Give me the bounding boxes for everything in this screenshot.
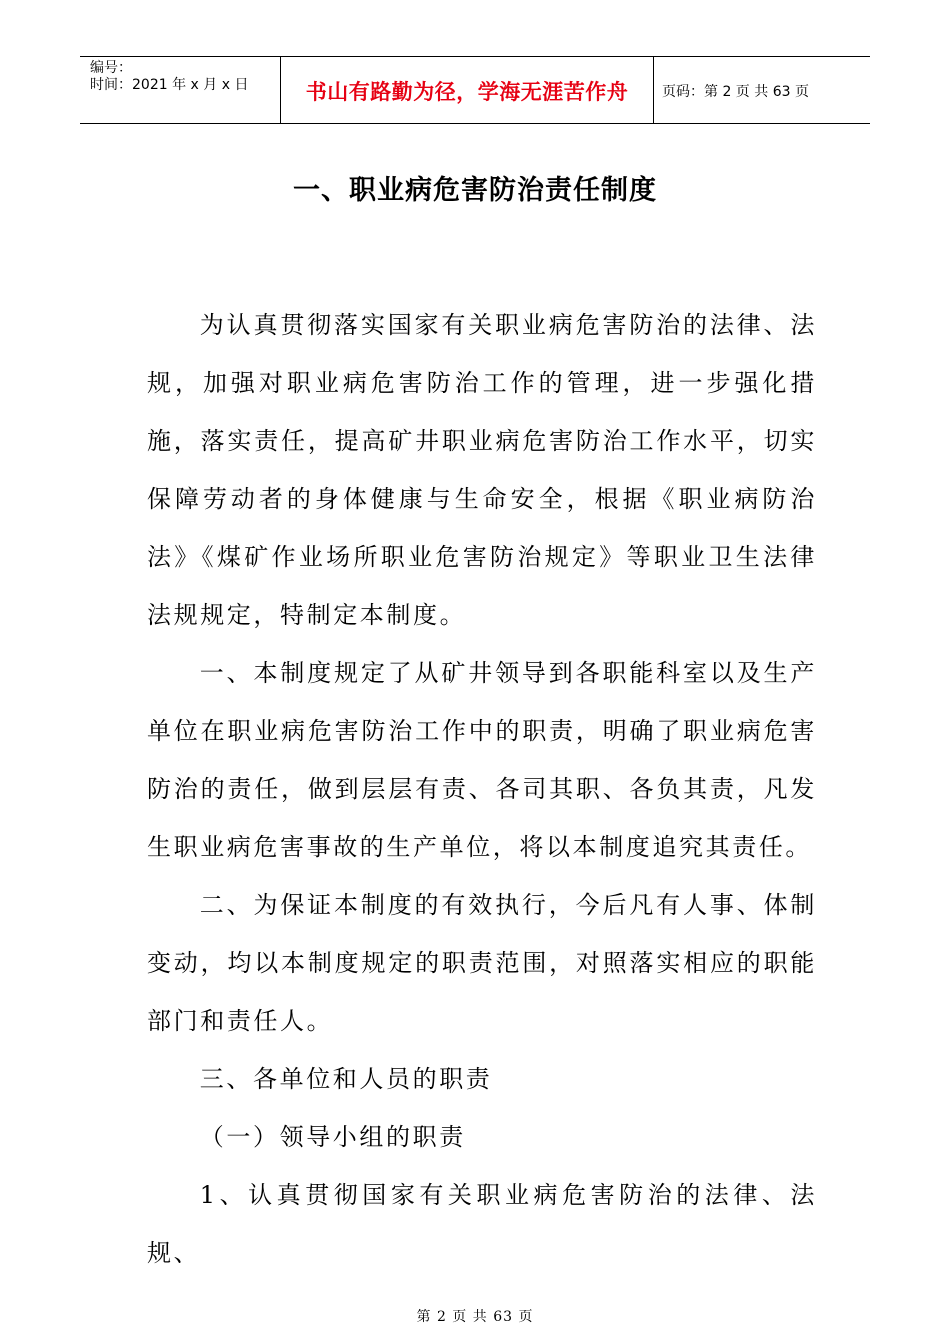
- document-body: [147, 296, 817, 1282]
- page-footer: 第 2 页 共 63 页: [416, 1309, 534, 1325]
- document-time-label: 时间：2021 年 x 月 x 日: [90, 77, 249, 93]
- document-number-label: 编号：: [90, 60, 132, 76]
- paragraph-intro: 为认真贯彻落实国家有关职业病危害防治的法律、法规，加强对职业病危害防治工作的管理，进一步强化措施，落实责任，提高矿井职业病危害防治工作水平，切实保障劳动者的身体健康与生命安全，根据《职业病防治法》《煤矿作业场所职业危害防治规定》等职业卫生法律法规规定，特制定本制度。: [147, 311, 817, 629]
- paragraph-clause-1: 一、本制度规定了从矿井领导到各职能科室以及生产单位在职业病危害防治工作中的职责，明确了职业病危害防治的责任，做到层层有责、各司其职、各负其责，凡发生职业病危害事故的生产单位，将以本制度追究其责任。: [147, 659, 817, 861]
- document-title: 一、职业病危害防治责任制度: [293, 175, 657, 206]
- paragraph-subheading-leadership: （一）领导小组的职责: [199, 1123, 466, 1151]
- page-header: [80, 56, 870, 124]
- header-motto: 书山有路勤为径，学海无涯苦作舟: [281, 57, 654, 123]
- header-page-info: 页码：第 2 页 共 63 页: [662, 84, 809, 100]
- paragraph-clause-3-heading: 三、各单位和人员的职责: [199, 1065, 493, 1093]
- paragraph-clause-2: 二、为保证本制度的有效执行，今后凡有人事、体制变动，均以本制度规定的职责范围，对照落实相应的职能部门和责任人。: [147, 891, 817, 1035]
- paragraph-item-1: 1、认真贯彻国家有关职业病危害防治的法律、法规、: [147, 1181, 817, 1267]
- document-meta: [80, 57, 281, 123]
